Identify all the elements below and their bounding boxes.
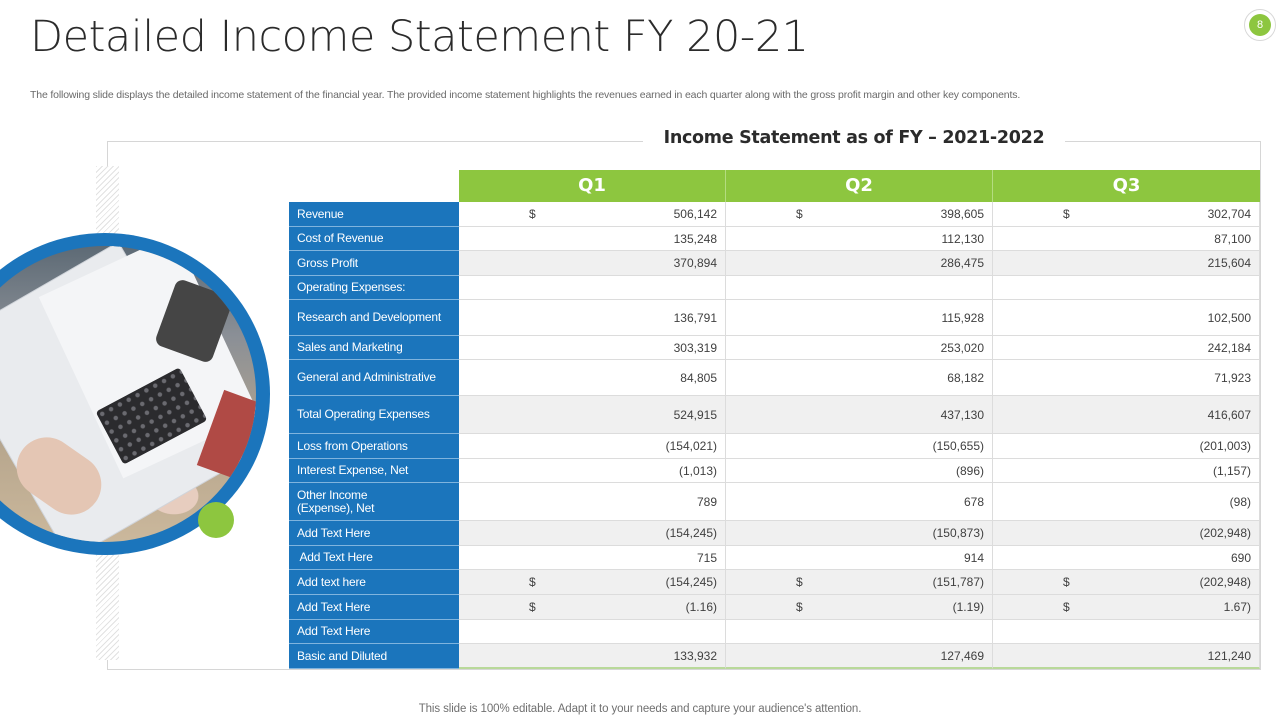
page-number: 8 (1249, 14, 1271, 36)
cell-q1 (459, 300, 726, 336)
cell-q1 (459, 570, 726, 595)
currency-symbol: $ (1063, 575, 1070, 589)
column-header-q2: Q2 (726, 170, 993, 202)
slide-subtitle: The following slide displays the detailed income statement of the financial year. The provided income statement highlights the revenues earned in each quarter along with the gross profit margin and other key components. (30, 89, 1021, 101)
cell-value: (201,003) (1199, 439, 1251, 453)
cell-q1 (459, 459, 726, 483)
table-row (289, 227, 1260, 251)
table-row (289, 644, 1260, 669)
row-label-text: Interest Expense, Net (297, 463, 409, 477)
cell-q2 (726, 336, 993, 360)
cell-value: 87,100 (1214, 231, 1251, 246)
cell-value: (154,021) (665, 439, 717, 453)
row-label (289, 300, 459, 336)
cell-value: (1,013) (678, 463, 717, 478)
cell-q1 (459, 336, 726, 360)
cell-q3 (993, 434, 1260, 459)
cell-q2 (726, 459, 993, 483)
table-row (289, 396, 1260, 434)
cell-q3 (993, 644, 1260, 669)
row-label (289, 434, 459, 459)
table-row (289, 483, 1260, 521)
cell-value: 370,894 (673, 256, 717, 270)
cell-q2 (726, 227, 993, 251)
row-label-text: Add text here (297, 574, 366, 589)
currency-symbol: $ (529, 575, 536, 589)
slide-footer: This slide is 100% editable. Adapt it to your needs and capture your audience's attention. (418, 703, 862, 715)
table-row (289, 595, 1260, 620)
cell-value: (202,948) (1199, 526, 1251, 540)
page-number-badge (1244, 9, 1276, 41)
cell-q3 (993, 396, 1260, 434)
cell-value: 133,932 (673, 648, 717, 663)
cell-q1 (459, 434, 726, 459)
cell-value: 242,184 (1207, 340, 1251, 355)
cell-q3 (993, 620, 1260, 644)
cell-q1 (459, 396, 726, 434)
cell-value: 253,020 (940, 340, 984, 355)
table-row (289, 251, 1260, 276)
currency-symbol: $ (529, 600, 536, 614)
cell-value: 121,240 (1207, 648, 1251, 663)
row-label (289, 644, 459, 669)
cell-q2 (726, 620, 993, 644)
cell-value: (1.16) (685, 600, 717, 614)
table-row (289, 546, 1260, 570)
cell-value: 416,607 (1207, 407, 1251, 422)
row-label-text: Add Text Here (297, 550, 373, 564)
cell-value: 112,130 (941, 231, 984, 246)
row-label (289, 570, 459, 595)
row-label (289, 202, 459, 227)
currency-symbol: $ (529, 207, 536, 221)
row-label-text: Research and Development (297, 310, 441, 324)
cell-value: 524,915 (673, 407, 717, 422)
cell-q3 (993, 595, 1260, 620)
cell-q2 (726, 251, 993, 276)
currency-symbol: $ (1063, 600, 1070, 614)
row-label-text: Total Operating Expenses (297, 407, 430, 421)
cell-q1 (459, 276, 726, 300)
cell-q3 (993, 336, 1260, 360)
cell-q2 (726, 202, 993, 227)
table-row (289, 434, 1260, 459)
green-dot-decoration (198, 502, 234, 538)
row-label (289, 227, 459, 251)
cell-value: (896) (955, 463, 984, 478)
cell-q3 (993, 570, 1260, 595)
cell-value: 215,604 (1207, 256, 1251, 270)
row-label (289, 521, 459, 546)
cell-value: 84,805 (680, 370, 717, 385)
table-row (289, 570, 1260, 595)
row-label (289, 483, 459, 521)
table-row (289, 300, 1260, 336)
cell-q1 (459, 595, 726, 620)
slide-title: Detailed Income Statement FY 20-21 (30, 12, 809, 62)
cell-value: (154,245) (665, 575, 717, 589)
row-label-text: Add Text Here (297, 525, 371, 540)
row-label-text: Basic and Diluted (297, 648, 387, 663)
row-label (289, 336, 459, 360)
column-header-q3: Q3 (993, 170, 1260, 202)
row-label-text: Revenue (297, 206, 344, 221)
cell-value: (98) (1229, 494, 1251, 509)
cell-value: 303,319 (673, 340, 717, 355)
row-label (289, 620, 459, 644)
row-label-text: Other Income (Expense), Net (297, 487, 375, 515)
currency-symbol: $ (796, 207, 803, 221)
cell-q1 (459, 251, 726, 276)
row-label (289, 360, 459, 396)
cell-value: (151,787) (932, 575, 984, 589)
table-row (289, 336, 1260, 360)
cell-q2 (726, 521, 993, 546)
cell-q3 (993, 202, 1260, 227)
cell-q2 (726, 483, 993, 521)
row-label (289, 396, 459, 434)
table-row (289, 459, 1260, 483)
calculator-photo (0, 246, 256, 542)
cell-value: 690 (1230, 550, 1251, 565)
cell-value: 914 (963, 550, 984, 565)
cell-q3 (993, 227, 1260, 251)
cell-q3 (993, 300, 1260, 336)
cell-value: 286,475 (940, 256, 984, 270)
row-label (289, 595, 459, 620)
row-label-text: Add Text Here (297, 624, 371, 638)
hatch-decoration-bottom (96, 555, 119, 660)
cell-value: 102,500 (1207, 310, 1251, 325)
table-row (289, 360, 1260, 396)
cell-q1 (459, 360, 726, 396)
table-row (289, 521, 1260, 546)
cell-value: (150,655) (932, 439, 984, 453)
cell-value: 135,248 (673, 231, 717, 246)
cell-value: 71,923 (1214, 370, 1251, 385)
cell-q1 (459, 202, 726, 227)
cell-q2 (726, 546, 993, 570)
statement-title: Income Statement as of FY – 2021-2022 (663, 128, 1045, 148)
cell-value: (154,245) (665, 526, 717, 540)
cell-q2 (726, 434, 993, 459)
row-label-text: Loss from Operations (297, 438, 408, 453)
cell-q1 (459, 546, 726, 570)
cell-value: (150,873) (932, 526, 984, 540)
cell-value: 715 (696, 550, 717, 565)
cell-q3 (993, 360, 1260, 396)
cell-q2 (726, 360, 993, 396)
cell-q1 (459, 644, 726, 669)
cell-q2 (726, 595, 993, 620)
cell-value: 1.67) (1223, 600, 1251, 614)
row-label (289, 459, 459, 483)
cell-q1 (459, 227, 726, 251)
cell-q2 (726, 570, 993, 595)
cell-value: 506,142 (673, 207, 717, 221)
cell-q3 (993, 483, 1260, 521)
table-row (289, 276, 1260, 300)
column-header-q1: Q1 (459, 170, 726, 202)
currency-symbol: $ (796, 600, 803, 614)
row-label (289, 276, 459, 300)
cell-q2 (726, 300, 993, 336)
cell-value: (1.19) (952, 600, 984, 614)
cell-q1 (459, 521, 726, 546)
row-label (289, 251, 459, 276)
row-label-text: Add Text Here (297, 599, 371, 614)
row-label-text: Sales and Marketing (297, 340, 403, 354)
cell-q2 (726, 644, 993, 669)
cell-value: 302,704 (1207, 207, 1251, 221)
currency-symbol: $ (1063, 207, 1070, 221)
cell-q2 (726, 396, 993, 434)
cell-q3 (993, 459, 1260, 483)
cell-value: 437,130 (940, 407, 984, 422)
cell-value: 678 (963, 494, 984, 509)
row-label-text: General and Administrative (297, 370, 436, 384)
cell-value: (1,157) (1212, 463, 1251, 478)
currency-symbol: $ (796, 575, 803, 589)
cell-value: (202,948) (1199, 575, 1251, 589)
cell-value: 789 (696, 494, 717, 509)
table-row (289, 620, 1260, 644)
cell-q1 (459, 483, 726, 521)
cell-q1 (459, 620, 726, 644)
row-label-text: Gross Profit (297, 255, 358, 270)
cell-value: 68,182 (947, 370, 984, 385)
cell-q3 (993, 251, 1260, 276)
cell-q3 (993, 546, 1260, 570)
cell-value: 136,791 (673, 310, 717, 325)
cell-q2 (726, 276, 993, 300)
cell-value: 115,928 (941, 310, 984, 325)
cell-value: 127,469 (940, 648, 984, 663)
row-label-text: Operating Expenses: (297, 280, 406, 294)
row-label (289, 546, 459, 570)
cell-q3 (993, 276, 1260, 300)
row-label-text: Cost of Revenue (297, 231, 384, 245)
cell-q3 (993, 521, 1260, 546)
cell-value: 398,605 (940, 207, 984, 221)
table-row (289, 202, 1260, 227)
